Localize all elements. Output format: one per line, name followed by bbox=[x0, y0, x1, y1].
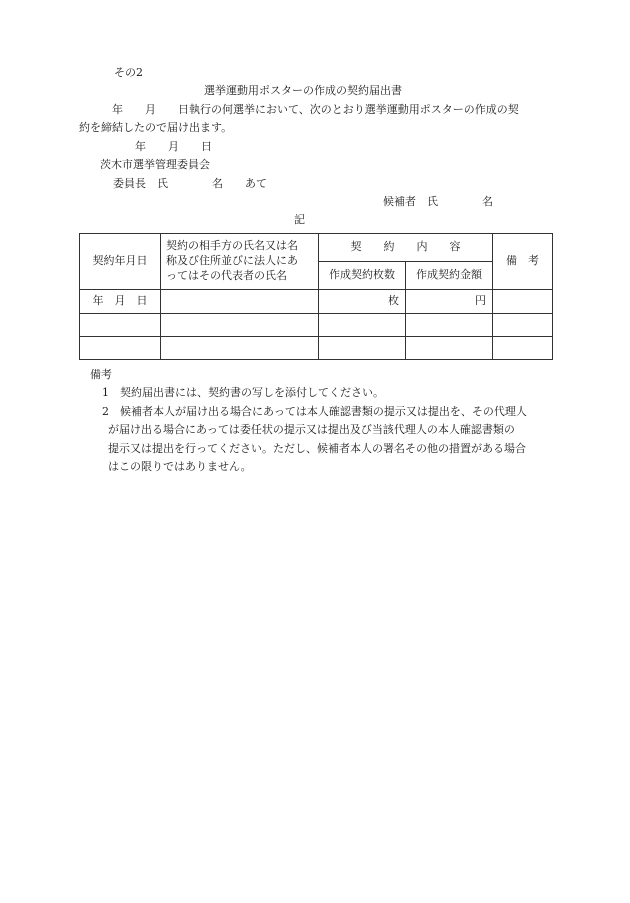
header-poster-count: 作成契約枚数 bbox=[319, 262, 406, 290]
table-row bbox=[80, 337, 553, 360]
header-contract-date: 契約年月日 bbox=[80, 234, 161, 290]
note-2-line-1: 2 候補者本人が届け出る場合にあっては本人確認書類の提示又は提出を、その代理人 bbox=[102, 405, 527, 418]
notes-heading: 備考 bbox=[90, 368, 112, 381]
addressee-organization: 茨木市選挙管理委員会 bbox=[100, 158, 210, 171]
document-title: 選挙運動用ポスターの作成の契約届出書 bbox=[204, 84, 402, 97]
empty-cell bbox=[161, 337, 319, 360]
row-date-cell: 年 月 日 bbox=[80, 290, 161, 314]
row-counterparty-cell bbox=[161, 290, 319, 314]
submission-date: 年 月 日 bbox=[135, 140, 212, 153]
note-2-line-3: 提示又は提出を行ってください。ただし、候補者本人の署名その他の措置がある場合 bbox=[108, 442, 526, 455]
empty-cell bbox=[319, 337, 406, 360]
note-2-line-2: が届け出る場合にあっては委任状の提示又は提出及び当該代理人の本人確認書類の bbox=[108, 423, 515, 436]
empty-cell bbox=[80, 314, 161, 337]
row-amount-unit: 円 bbox=[406, 290, 493, 314]
header-counterparty-line-2: 称及び住所並びに法人にあ bbox=[166, 254, 298, 268]
contract-table bbox=[79, 233, 553, 360]
header-counterparty-line-3: ってはその代表者の氏名 bbox=[166, 268, 287, 282]
candidate-name-line: 候補者 氏 名 bbox=[383, 195, 493, 208]
empty-cell bbox=[493, 314, 553, 337]
header-counterparty bbox=[161, 234, 319, 290]
note-1: 1 契約届出書には、契約書の写しを添付してください。 bbox=[102, 386, 384, 399]
empty-cell bbox=[406, 314, 493, 337]
form-number: その2 bbox=[114, 66, 143, 79]
ki-heading: 記 bbox=[294, 213, 305, 226]
header-counterparty-line-1: 契約の相手方の氏名又は名 bbox=[166, 239, 298, 253]
row-remarks-cell bbox=[493, 290, 553, 314]
empty-cell bbox=[161, 314, 319, 337]
empty-cell bbox=[493, 337, 553, 360]
note-2-line-4: はこの限りではありません。 bbox=[108, 460, 252, 473]
body-text-line-1: 年 月 日執行の何選挙において、次のとおり選挙運動用ポスターの作成の契 bbox=[112, 103, 519, 116]
empty-cell bbox=[80, 337, 161, 360]
table-row bbox=[80, 314, 553, 337]
table-row bbox=[80, 290, 553, 314]
addressee-name: 委員長 氏 名 あて bbox=[113, 177, 267, 190]
header-contract-contents: 契 約 内 容 bbox=[319, 234, 493, 262]
header-contract-amount: 作成契約金額 bbox=[406, 262, 493, 290]
empty-cell bbox=[319, 314, 406, 337]
row-count-unit: 枚 bbox=[319, 290, 406, 314]
body-text-line-2: 約を締結したので届け出ます。 bbox=[79, 121, 233, 134]
empty-cell bbox=[406, 337, 493, 360]
header-remarks: 備 考 bbox=[493, 234, 553, 290]
